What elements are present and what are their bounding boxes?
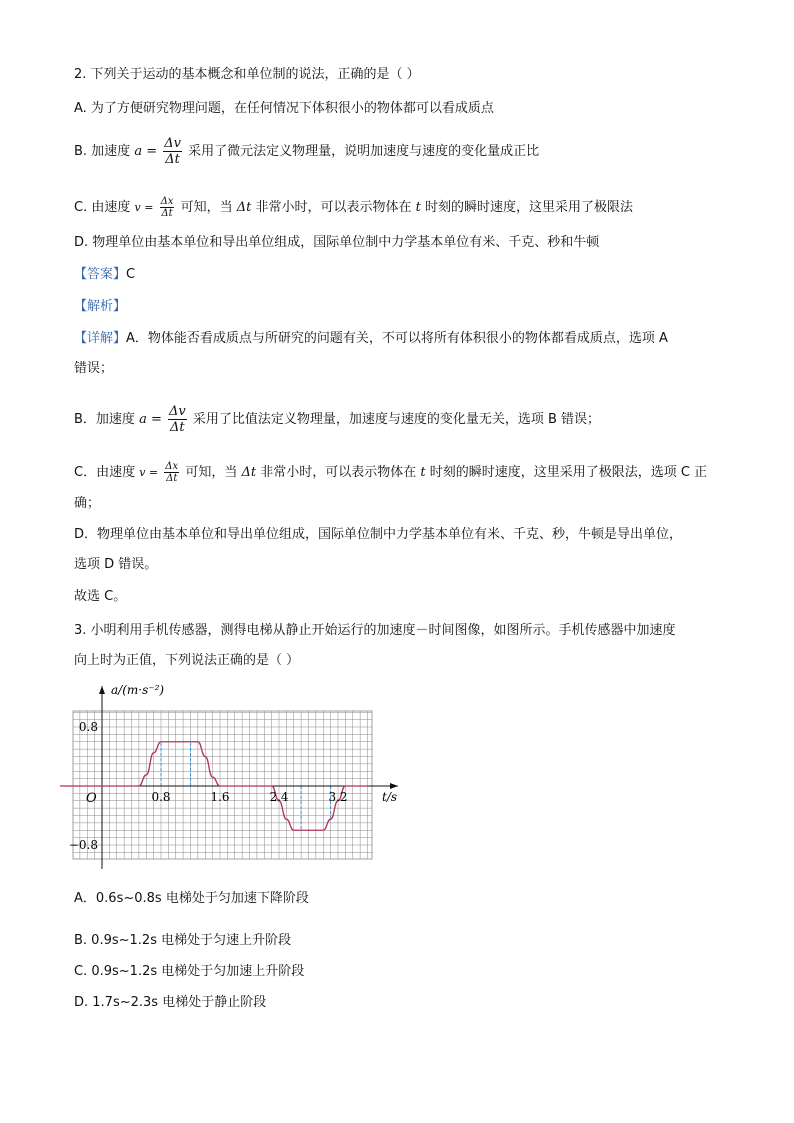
- acceleration-time-chart: [60, 680, 400, 870]
- q2-stem: 2. 下列关于运动的基本概念和单位制的说法，正确的是（ ）: [74, 67, 420, 82]
- detail-d-line2: 选项 D 错误。: [74, 557, 158, 572]
- q2-option-a: A. 为了方便研究物理问题，在任何情况下体积很小的物体都可以看成质点: [74, 101, 494, 116]
- answer-label: 【答案】: [74, 267, 127, 282]
- y-tick-label: −0.8: [68, 838, 98, 852]
- x-tick-label: 2.4: [269, 790, 289, 804]
- q2-option-b: B. 加速度 a = $\frac{\Delta v}{\Delta t}$ 采用了微元法定义物理量，说明加速度与速度的变化量成正比: [74, 136, 540, 167]
- chart-grid: [73, 711, 372, 859]
- x-tick-label: 3.2: [328, 790, 348, 804]
- x-tick-label: 0.8: [151, 790, 171, 804]
- q3-stem-line1: 3. 小明利用手机传感器，测得电梯从静止开始运行的加速度－时间图像，如图所示。手机传感器中加速度: [74, 623, 676, 638]
- q3-stem-line2: 向上时为正值，下列说法正确的是（ ）: [74, 653, 300, 668]
- q3-option-d: D. 1.7s~2.3s 电梯处于静止阶段: [74, 995, 267, 1010]
- detail-c-line2: 确；: [74, 496, 101, 511]
- answer-line: [74, 266, 135, 284]
- q3-option-a: A．0.6s~0.8s 电梯处于匀加速下降阶段: [74, 891, 309, 906]
- q3-option-c: C. 0.9s~1.2s 电梯处于匀加速上升阶段: [74, 964, 305, 979]
- origin-label: O: [86, 791, 97, 806]
- fraction-dx-dt: $\frac{\Delta x}{\Delta t}$: [160, 196, 174, 219]
- x-axis-arrow: [390, 783, 398, 789]
- q2-option-d: D. 物理单位由基本单位和导出单位组成，国际单位制中力学基本单位有米、千克、秒和牛顿: [74, 235, 600, 250]
- y-axis-label: a/(m·s⁻²): [111, 683, 165, 697]
- chart-axes: [68, 686, 398, 869]
- detail-b: B．加速度 a = $\frac{\Delta v}{\Delta t}$ 采用了比值法定义物理量，加速度与速度的变化量无关，选项 B 错误；: [74, 404, 601, 435]
- x-axis-label: t/s: [382, 790, 398, 804]
- detail-d-line1: D．物理单位由基本单位和导出单位组成，国际单位制中力学基本单位有米、千克、秒，牛顿是导出单位，: [74, 527, 683, 542]
- q2-option-c: C. 由速度 v = $\frac{\Delta x}{\Delta t}$ 可知，当 Δt 非常小时，可以表示物体在 t 时刻的瞬时速度，这里采用了极限法: [74, 196, 634, 219]
- q3-option-b: B. 0.9s~1.2s 电梯处于匀速上升阶段: [74, 933, 292, 948]
- answer-value: C: [126, 267, 136, 282]
- x-tick-label: 1.6: [210, 790, 230, 804]
- conclusion: 故选 C。: [74, 589, 127, 604]
- detail-a-line1: 【详解】A．物体能否看成质点与所研究的问题有关，不可以将所有体积很小的物体都看成质点，选项 A: [74, 331, 668, 346]
- y-axis-arrow: [99, 686, 105, 694]
- detail-c-line1: C．由速度 v = $\frac{\Delta x}{\Delta t}$ 可知，当 Δt 非常小时，可以表示物体在 t 时刻的瞬时速度，这里采用了极限法，选项 C 正: [74, 461, 708, 484]
- fraction-dv-dt: $\frac{\Delta v}{\Delta t}$: [164, 136, 181, 167]
- fraction-dv-dt-detail: $\frac{\Delta v}{\Delta t}$: [168, 404, 186, 435]
- analysis-label: 【解析】: [74, 299, 127, 314]
- fraction-dx-dt-detail: $\frac{\Delta x}{\Delta t}$: [165, 461, 179, 484]
- y-tick-label: 0.8: [78, 720, 98, 734]
- grid-border: [73, 711, 372, 859]
- detail-a-line2: 错误；: [74, 361, 114, 376]
